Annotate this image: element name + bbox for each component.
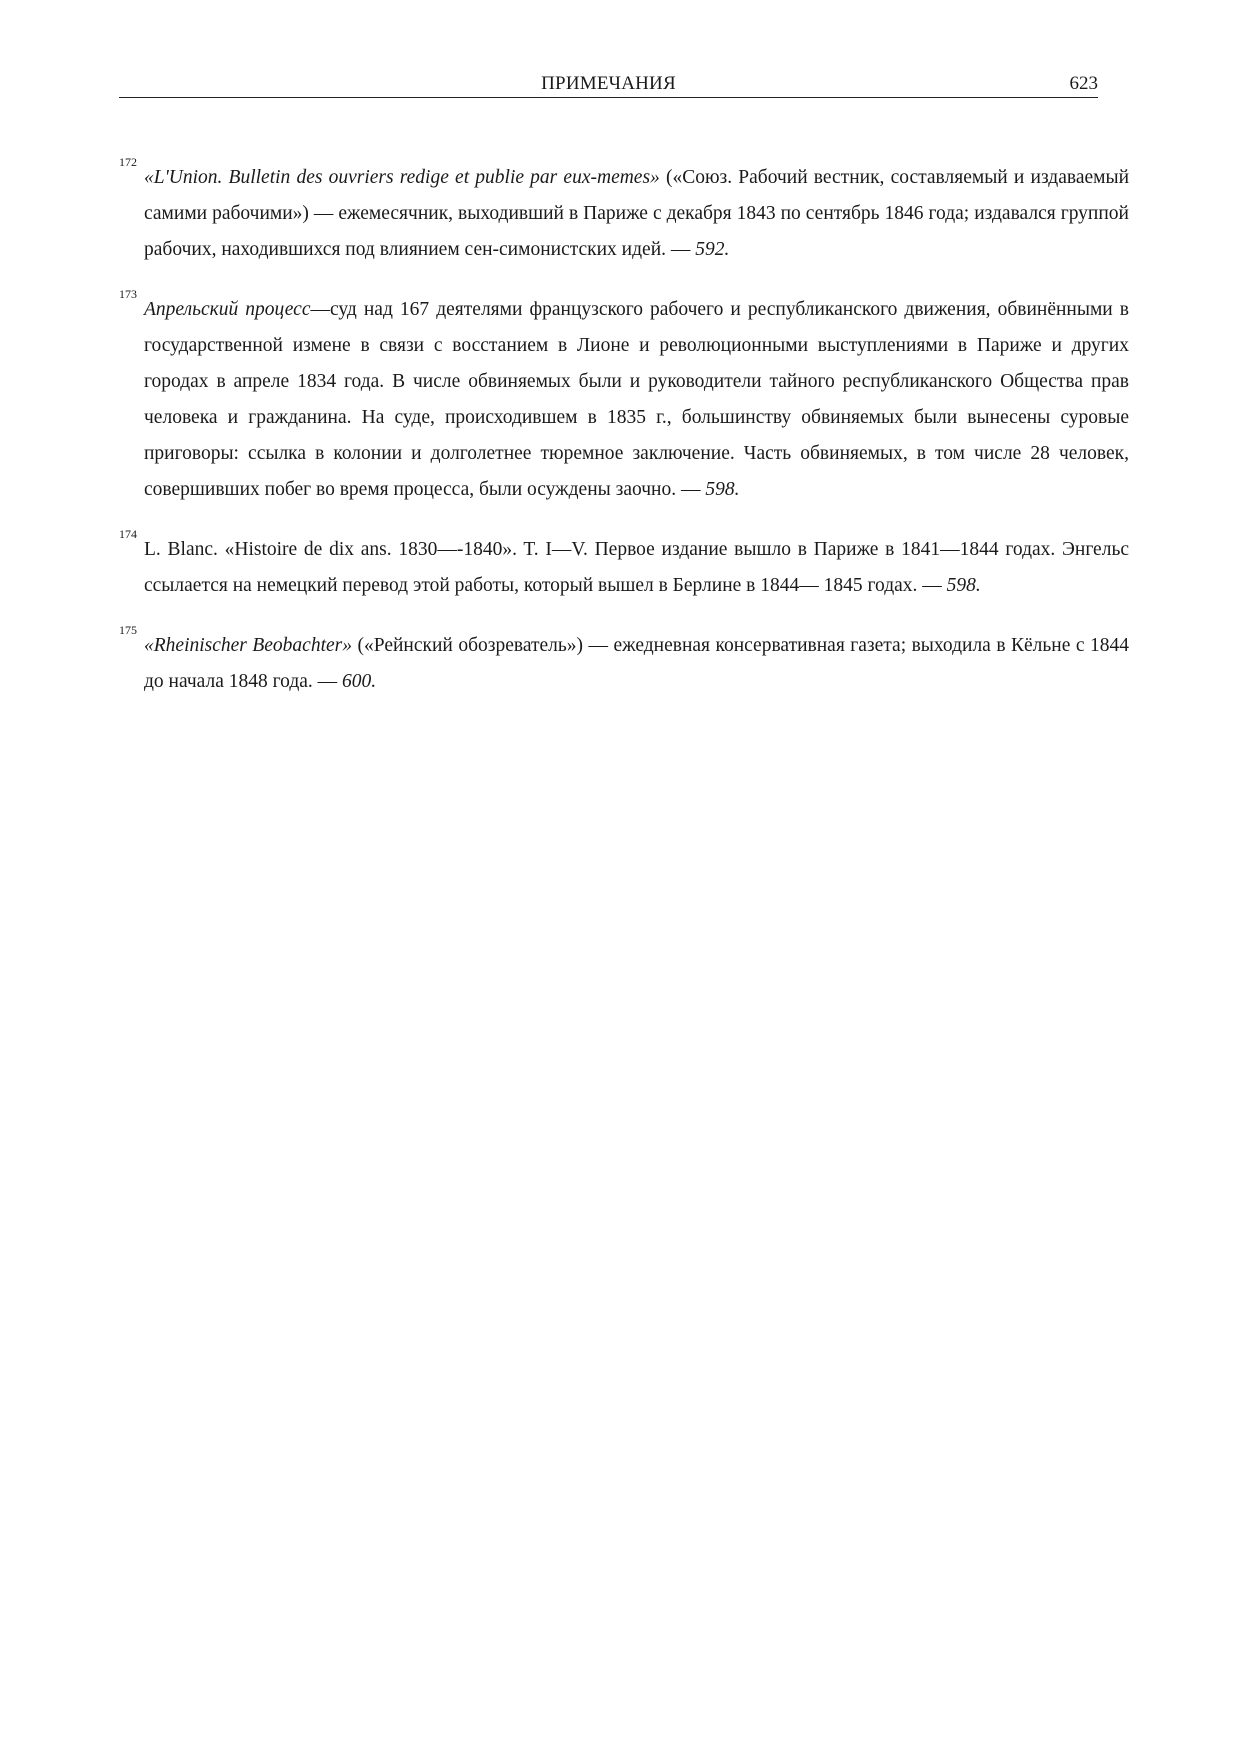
note-page-ref: 592.: [695, 239, 730, 260]
note-title: «Rheinischer Beobachter»: [144, 635, 353, 656]
note-number: 172: [119, 155, 137, 169]
note-text: («Рейнский обозреватель») — ежедневная консервативная газета; выходила в Кёльне с 1844 до начала 1848 года. —: [144, 635, 1130, 692]
note-page-ref: 598.: [705, 479, 740, 500]
running-header: [119, 73, 1098, 98]
note-number: 173: [119, 287, 137, 301]
page-number: 623: [1069, 73, 1098, 94]
note-page-ref: 600.: [342, 671, 377, 692]
note-172: [119, 155, 1130, 268]
note-175: [119, 623, 1130, 700]
note-text: L. Blanc. «Histoire de dix ans. 1830—-1840». T. I—V. Первое издание вышло в Париже в 1841—1844 годах. Энгельс ссылается на немецкий перевод этой работы, который вышел в Берлине в 1844— 1845 годах. —: [144, 539, 1129, 596]
note-title: Апрельский процесс: [144, 299, 311, 320]
note-number: 175: [119, 623, 137, 637]
note-173: [119, 287, 1129, 508]
note-text: («Союз. Рабочий вестник, составляемый и издаваемый самими рабочими») — ежемесячник, выходивший в Париже с декабря 1843 по сентябрь 1846 года; издавался группой рабочих, находившихся под влиянием сен-симонистских идей. —: [144, 167, 1130, 260]
note-174: [119, 527, 1129, 604]
note-page-ref: 598.: [946, 575, 981, 596]
notes-list: [119, 155, 1130, 724]
note-text: —суд над 167 деятелями французского рабочего и республиканского движения, обвинёнными в государственной измене в связи с восстанием в Лионе и революционными выступлениями в Париже и других городах в апреле 1834 года. В числе обвиняемых были и руководители тайного республиканского Общества прав человека и гражданина. На суде, происходившем в 1835 г., большинству обвиняемых были вынесены суровые приговоры: ссылка в колонии и долголетнее тюремное заключение. Часть обвиняемых, в том числе 28 человек, совершивших побег во время процесса, были осуждены заочно. —: [144, 299, 1129, 500]
note-number: 174: [119, 527, 137, 541]
note-title: «L'Union. Bulletin des ouvriers redige et publie par eux-memes»: [144, 167, 660, 188]
running-title: ПРИМЕЧАНИЯ: [541, 73, 676, 94]
